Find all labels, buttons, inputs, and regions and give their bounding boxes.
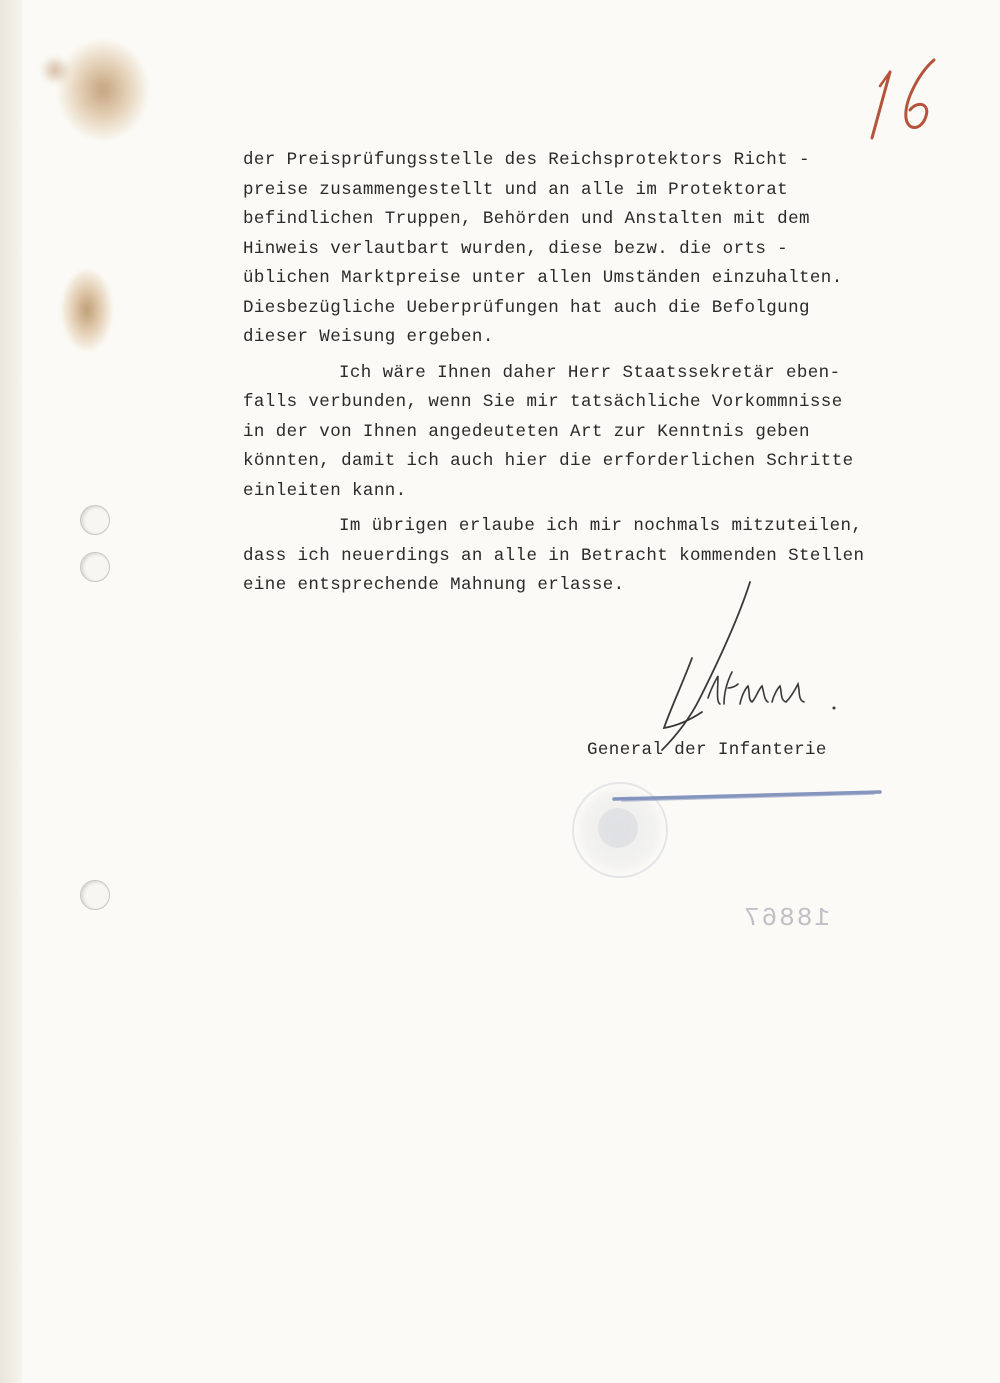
letter-line: preise zusammengestellt und an alle im Protektorat (243, 179, 789, 200)
letter-paragraph (243, 146, 943, 353)
punch-hole (80, 552, 110, 582)
letter-line: dieser Weisung ergeben. (243, 327, 494, 347)
letter-line: falls verbunden, wenn Sie mir tatsächliche Vorkommnisse (243, 392, 843, 412)
letter-line: Ich wäre Ihnen daher Herr Staatssekretär eben- (339, 362, 841, 383)
letter-paragraph (243, 359, 943, 507)
stamp-center (598, 808, 638, 848)
letter-line: dass ich neuerdings an alle in Betracht kommenden Stellen (243, 545, 865, 566)
letter-line: könnten, damit ich auch hier die erforderlichen Schritte (243, 451, 854, 471)
letter-line: Im übrigen erlaube ich mir nochmals mitzuteilen, (339, 516, 863, 536)
punch-hole (80, 880, 110, 910)
rust-stain-top (58, 40, 148, 140)
letter-line: in der von Ihnen angedeuteten Art zur Kenntnis geben (243, 421, 810, 442)
rust-stain-small (40, 55, 70, 85)
letter-line: üblichen Marktpreise unter allen Umständen einzuhalten. (243, 268, 843, 288)
folio-number (860, 52, 960, 152)
letter-line: eine entsprechende Mahnung erlasse. (243, 575, 625, 595)
letter-body (243, 146, 943, 601)
blue-pencil-underline (612, 790, 882, 804)
handwritten-signature (620, 580, 860, 760)
signatory-title: General der Infanterie (587, 740, 827, 760)
letter-line: Hinweis verlautbart wurden, diese bezw. die orts - (243, 238, 789, 259)
punch-hole (80, 505, 110, 535)
letter-line: Diesbezügliche Ueberprüfungen hat auch die Befolgung (243, 297, 810, 318)
letter-line: befindlichen Truppen, Behörden und Anstalten mit dem (243, 209, 810, 229)
page-left-edge (0, 0, 22, 1383)
letter-line: einleiten kann. (243, 480, 407, 501)
bleed-through-number: 18867 (742, 903, 831, 933)
letter-line: der Preisprüfungsstelle des Reichsprotektors Richt - (243, 150, 810, 170)
rust-stain-middle (62, 270, 112, 350)
